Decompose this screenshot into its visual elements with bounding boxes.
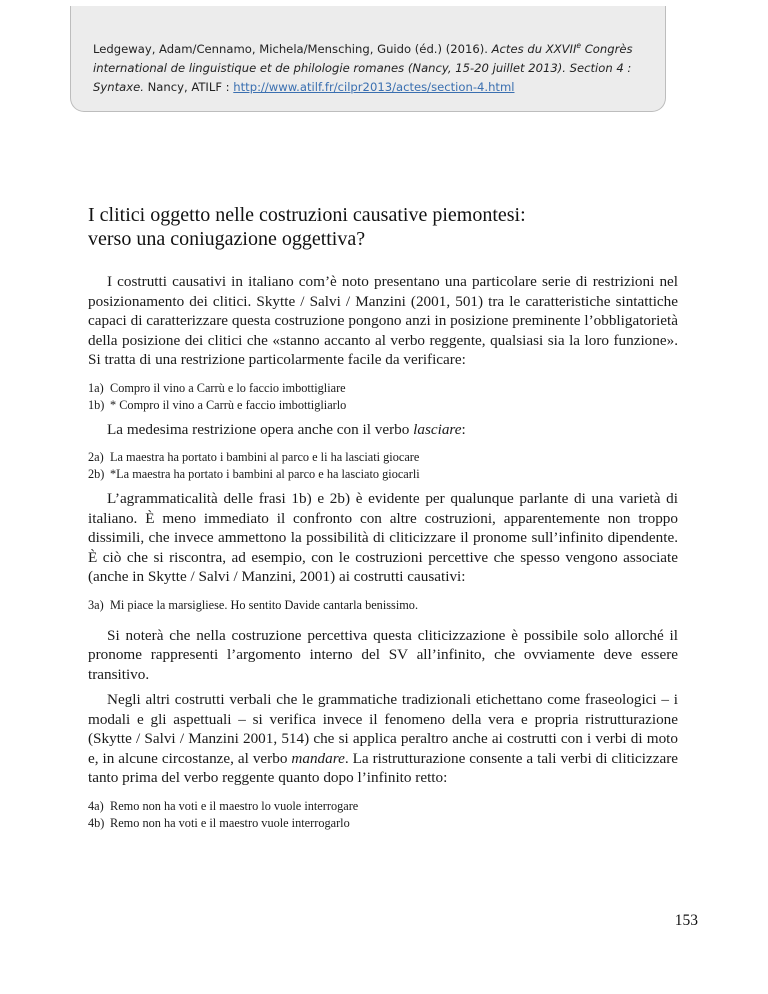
paragraph-4: Si noterà che nella costruzione percettiva questa cliticizzazione è possibile solo allorché il pronome rappresenti l’argomento interno del SV all’infinito, che ovviamente deve essere transitivo. [88, 626, 678, 683]
page-number: 153 [674, 912, 698, 929]
citation-link[interactable]: http://www.atilf.fr/cilpr2013/actes/section-4.html [233, 80, 515, 94]
article-title-line2: verso una coniugazione oggettiva? [88, 228, 366, 250]
examples-3 [88, 597, 678, 614]
paragraph-5: Negli altri costrutti verbali che le grammatiche tradizionali etichettano come fraseologici – i modali e gli aspettuali – si verifica invece il fenomeno della vera e propria ristrutturazione (Skytte / Salvi / Manzini 2001, 514) che si applica peraltro anche ai costrutti con i verbi di moto e, in alcune circostanze, al verbo mandare. La ristrutturazione consente a tali verbi di cliticizzare tanto prima del verbo reggente quanto dopo l’infinito retto: [88, 691, 678, 786]
article-title [88, 203, 708, 251]
examples-4 [88, 798, 678, 832]
paragraph-1: I costrutti causativi in italiano com’è noto presentano una particolare serie di restrizioni nel posizionamento dei clitici. Skytte / Salvi / Manzini (2001, 501) tra le caratteristiche sintattiche capaci di caratterizzare questa costruzione pongono anzi in posizione preminente l’obbligatorietà della posizione dei clitici che «stanno accanto al verbo reggente, qualsiasi sia la loro funzione». Si tratta di una restrizione particolarmente facile da verificare: [88, 273, 678, 368]
example-item: 4b) Remo non ha voti e il maestro vuole interrogarlo [88, 815, 350, 830]
citation-superscript: e [576, 41, 582, 50]
paragraph-2: La medesima restrizione opera anche con il verbo lasciare: [107, 420, 466, 438]
citation-proceedings-title: Actes du XXVIIe Congrès international de linguistique et de philologie romanes (Nancy, 15-20 juillet 2013). Section 4 : Syntaxe. [93, 41, 633, 94]
citation-authors: Ledgeway, Adam/Cennamo, Michela/Mensching, Guido (éd.) (2016). [93, 42, 488, 56]
example-item: 2a) La maestra ha portato i bambini al parco e li ha lasciati giocare [88, 450, 420, 464]
citation-header-box [70, 6, 666, 112]
article-body [88, 272, 678, 832]
examples-1 [88, 380, 678, 414]
citation-publisher: Nancy, ATILF : [143, 80, 234, 94]
paragraph-3: L’agrammaticalità delle frasi 1b) e 2b) è evidente per qualunque parlante di una varietà di italiano. È meno immediato il confronto con altre costruzioni, apparentemente non troppo dissimili, che invece ammettono la possibilità di cliticizzare il pronome sull’infinito dipendente. È ciò che si riscontra, ad esempio, con le costruzioni percettive che spesso vengono associate (anche in Skytte / Salvi / Manzini, 2001) ai costrutti causativi: [88, 490, 678, 585]
examples-2 [88, 449, 678, 483]
example-item: 3a) Mi piace la marsigliese. Ho sentito Davide cantarla benissimo. [88, 597, 419, 612]
example-item: 1a) Compro il vino a Carrù e lo faccio imbottigliare [88, 380, 346, 395]
article-title-line1: I clitici oggetto nelle costruzioni causative piemontesi: [88, 204, 526, 226]
example-item: 1b) * Compro il vino a Carrù e faccio imbottigliarlo [88, 397, 347, 412]
example-item: 4a) Remo non ha voti e il maestro lo vuole interrogare [88, 798, 359, 813]
example-item: 2b) *La maestra ha portato i bambini al parco e ha lasciato giocarli [88, 467, 420, 481]
